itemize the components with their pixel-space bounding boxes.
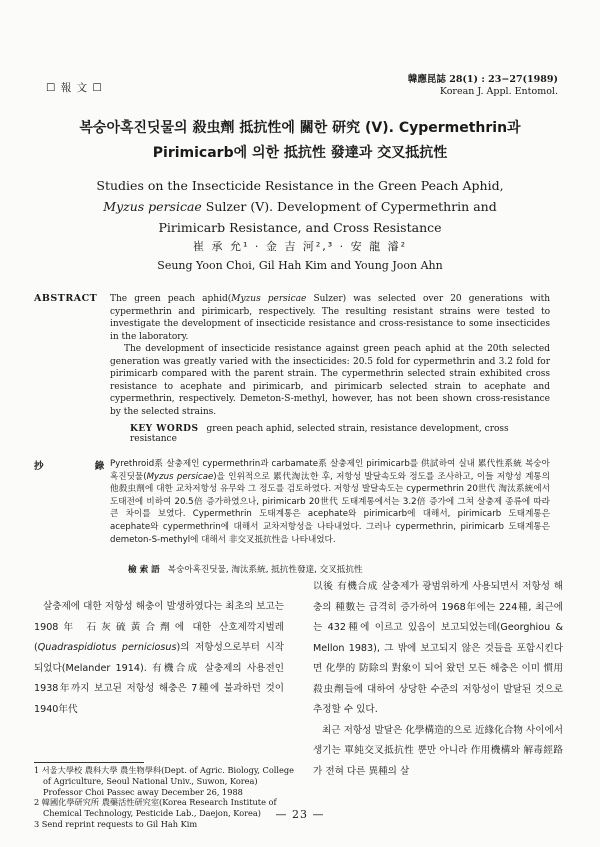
- section-label: ☐ 報 文 ☐: [46, 82, 103, 94]
- footnote-divider: [34, 762, 144, 763]
- footnote-2: 2 韓國化學研究所 農藥活性研究室(Korea Research Institute of Chemical Technology, Pesticide Lab., Daejon, Korea): [34, 797, 277, 819]
- korean-title: [40, 116, 560, 166]
- korean-title-line1: 복숭아혹진딧물의 殺虫劑 抵抗性에 關한 研究 (V). Cypermethrin과: [79, 120, 521, 136]
- english-title: [40, 175, 560, 238]
- abstract-p1-end: Sulzer) was selected over 20 generations with cypermethrin and pirimicarb, respectively. The resulting resistant strains were tested to investigate the development of insecticide resistance and cross-resistance to some insecticides in the laboratory.: [110, 294, 550, 342]
- abstract-label: ABSTRACT: [34, 293, 98, 304]
- korean-keywords: [128, 563, 548, 575]
- journal-citation-korean: 韓應昆誌 28(1) : 23−27(1989): [407, 74, 558, 85]
- journal-citation: [408, 74, 558, 98]
- english-title-line2-rest: Sulzer (V). Development of Cypermethrin and: [201, 199, 497, 214]
- body-paragraph-2: 以後 有機合成 살충제가 광범위하게 사용되면서 저항성 해충의 種數는 급격히 증가하여 1968年에는 224種, 최근에는 432種에 이르고 있음이 보고되었는데(Georghiou & Mellon 1983), 그 밖에 보고되지 않은 것들을 포함시킨다면 化學的 防除의 對象이 되어 왔던 모든 해충은 이미 慣用殺虫劑들에 대하여 상당한 수준의 저항성이 발달된 것으로 추정할 수 있다.: [313, 581, 563, 715]
- korean-keywords-text: 복숭아혹진딧물, 淘汰系統, 抵抗性發達, 交叉抵抗性: [167, 565, 363, 575]
- abstract-p1-start: The green peach aphid(: [110, 294, 232, 304]
- english-title-species: Myzus persicae: [103, 199, 202, 214]
- authors-korean: 崔 承 允¹ · 金 吉 河²,³ · 安 龍 濬²: [192, 240, 408, 253]
- keywords-label: KEY WORDS: [130, 424, 199, 434]
- body-column-left: [34, 597, 284, 720]
- english-title-line3: Pirimicarb Resistance, and Cross Resistance: [158, 220, 442, 235]
- korean-abstract-start: Pyrethroid系 살충제인 cypermethrin과 carbamate系 살충제인 pirimicarb를 供試하여 실내 累代性系統 복숭아혹진딧물(: [110, 459, 550, 482]
- korean-title-line2: Pirimicarb에 의한 抵抗性 發達과 交叉抵抗性: [152, 145, 448, 161]
- abstract-paragraph-1: [110, 293, 550, 343]
- abstract-paragraph-2: The development of insecticide resistance against green peach aphid at the 20th selected generation was greatly varied with the insecticides: 20.5 fold for cypermethrin and 3.2 fold for pirimicarb compared with the parent strain. The cypermethrin selected strain exhibited cross resistance to acephate and pirimicarb, and pirimicarb selected strain to acephate and cypermethrin, respectively. Demeton-S-methyl, however, has not been shown cross-resistance by the selected strains.: [110, 344, 550, 417]
- korean-abstract-label: 抄 錄: [34, 461, 129, 472]
- korean-abstract-text: [110, 458, 550, 546]
- abstract-species: Myzus persicae: [231, 294, 307, 304]
- body-column-right: [313, 577, 563, 782]
- english-title-line1: Studies on the Insecticide Resistance in the Green Peach Aphid,: [96, 178, 504, 193]
- korean-abstract-end: )을 인위적으로 累代淘汰한 후, 저항성 발달속도와 정도를 조사하고, 이들 저항성 계통의 他殺虫劑에 대한 교차저항성 유무와 그 정도를 검토하였다. 저항성 발달속도는 cypermethrin 20世代 淘汰系統에서 도태전에 비하여 20.5倍 증가하였으나, pirimicarb 20世代 도태계통에서는 3.2倍 증가에 그쳐 살충제 종류에 따라 큰 차이를 보였다. Cypermethrin 도태계통은 acephate와 pirimicarb에 대해서, pirimicarb 도태계통은 acephate와 cypermethrin에 대해서 교차저항성을 나타내었다. 그러나 cypermethrin, pirimicarb 도태계통은 demeton-S-methyl에 대해서 非交叉抵抗性을 나타내었다.: [110, 471, 550, 545]
- abstract-text: [110, 293, 550, 418]
- body-p1-end: )의 저항성으로부터 시작되었다(Melander 1914). 有機合成 살충제의 사용전인 1938年까지 보고된 저항성 해충은 7種에 불과하던 것이 1940年代: [34, 642, 284, 715]
- korean-abstract-species: Myzus persicae: [146, 471, 214, 482]
- journal-citation-english: Korean J. Appl. Entomol.: [439, 86, 558, 97]
- body-paragraph-3: 최근 저항성 발달은 化學構造的으로 近緣化合物 사이에서 생기는 單純交叉抵抗性 뿐만 아니라 作用機構와 解毒經路가 전혀 다른 異種의 살: [313, 724, 563, 777]
- body-paragraph-1: [34, 597, 284, 720]
- footnote-1: 1 서울大學校 農科大學 農生物學科(Dept. of Agric. Biology, College of Agriculture, Seoul National Univ., Suwon, Korea) Professor Choi Passec away December 26, 1988: [34, 765, 294, 797]
- korean-keywords-label: 檢 索 語: [128, 565, 160, 575]
- english-title-line2: [40, 196, 560, 217]
- page-number: — 23 —: [275, 808, 325, 821]
- keywords-text: green peach aphid, selected strain, resistance development, cross resistance: [130, 424, 509, 444]
- body-species: Quadraspidiotus perniciosus: [37, 642, 177, 653]
- body-p1-start: 살충제에 대한 저항성 해충이 발생하였다는 최초의 보고는 1908年 石灰硫黃合劑에 대한 산호제깍지벌레(: [34, 601, 284, 653]
- footnote-3: 3 Send reprint requests to Gil Hah Kim: [34, 818, 198, 829]
- keywords: [130, 424, 550, 444]
- authors-english: Seung Yoon Choi, Gil Hah Kim and Young Joon Ahn: [157, 259, 443, 272]
